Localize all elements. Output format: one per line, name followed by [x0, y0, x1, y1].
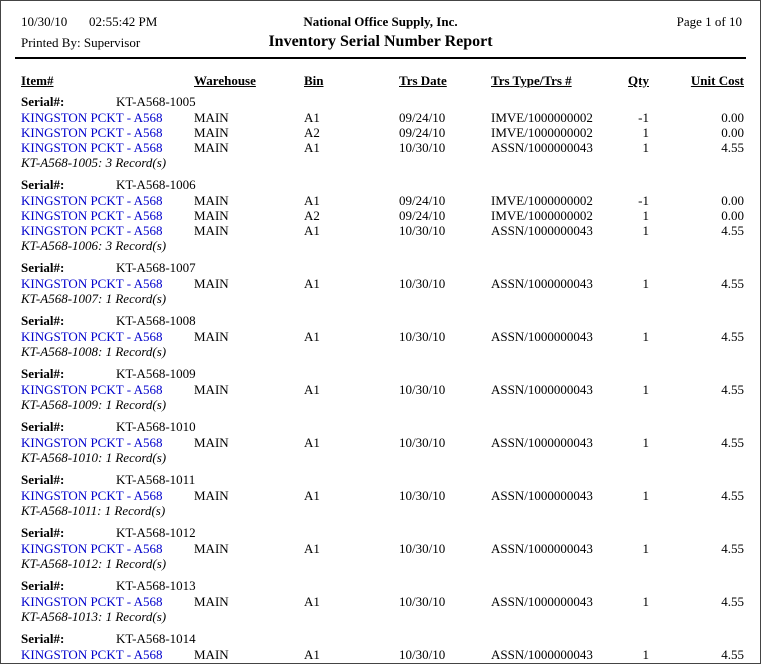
serial-group — [1, 578, 760, 624]
warehouse-cell: MAIN — [194, 594, 229, 609]
serial-label: Serial#: — [21, 525, 65, 540]
trs-date-cell: 10/30/10 — [399, 329, 446, 344]
trs-date-cell: 10/30/10 — [399, 276, 446, 291]
bin-cell: A1 — [304, 329, 320, 344]
bin-cell: A1 — [304, 382, 320, 397]
bin-cell: A2 — [304, 125, 320, 140]
bin-cell: A1 — [304, 488, 320, 503]
bin-cell: A1 — [304, 541, 320, 556]
trs-date-cell: 10/30/10 — [399, 541, 446, 556]
trs-date-cell: 10/30/10 — [399, 140, 446, 155]
trs-date-cell: 09/24/10 — [399, 193, 446, 208]
table-row — [1, 193, 760, 208]
trs-date-cell: 09/24/10 — [399, 125, 446, 140]
trs-type-cell: ASSN/1000000043 — [491, 223, 593, 238]
trs-date-cell: 10/30/10 — [399, 594, 446, 609]
serial-rows — [1, 329, 760, 344]
table-row — [1, 329, 760, 344]
group-record-count: KT-A568-1011: 1 Record(s) — [21, 503, 166, 518]
serial-rows — [1, 276, 760, 291]
trs-date-cell: 09/24/10 — [399, 110, 446, 125]
warehouse-cell: MAIN — [194, 488, 229, 503]
serial-rows — [1, 541, 760, 556]
serial-rows — [1, 110, 760, 155]
serial-header-row — [1, 177, 760, 193]
trs-type-cell: ASSN/1000000043 — [491, 541, 593, 556]
qty-cell: 1 — [642, 125, 649, 140]
table-row — [1, 223, 760, 238]
serial-label: Serial#: — [21, 472, 65, 487]
trs-date-cell: 10/30/10 — [399, 647, 446, 662]
bin-cell: A1 — [304, 435, 320, 450]
serial-header-row — [1, 419, 760, 435]
group-record-count: KT-A568-1013: 1 Record(s) — [21, 609, 167, 624]
item-link[interactable]: KINGSTON PCKT - A568 — [21, 382, 163, 397]
column-header-unit-cost: Unit Cost — [690, 73, 744, 88]
trs-type-cell: ASSN/1000000043 — [491, 140, 593, 155]
bin-cell: A2 — [304, 208, 320, 223]
warehouse-cell: MAIN — [194, 329, 229, 344]
serial-rows — [1, 193, 760, 238]
column-header-item: Item# — [21, 73, 54, 88]
serial-header-row — [1, 631, 760, 647]
serial-group — [1, 525, 760, 571]
report-title: Inventory Serial Number Report — [268, 33, 493, 50]
item-link[interactable]: KINGSTON PCKT - A568 — [21, 594, 163, 609]
warehouse-cell: MAIN — [194, 193, 229, 208]
serial-number: KT-A568-1014 — [116, 631, 196, 646]
qty-cell: 1 — [642, 223, 649, 238]
serial-label: Serial#: — [21, 366, 65, 381]
serial-group — [1, 366, 760, 412]
warehouse-cell: MAIN — [194, 110, 229, 125]
item-link[interactable]: KINGSTON PCKT - A568 — [21, 435, 163, 450]
trs-type-cell: ASSN/1000000043 — [491, 488, 593, 503]
unit-cost-cell: 4.55 — [721, 435, 744, 450]
qty-cell: 1 — [642, 541, 649, 556]
unit-cost-cell: 4.55 — [721, 594, 744, 609]
qty-cell: 1 — [642, 382, 649, 397]
table-row — [1, 435, 760, 450]
column-header-row — [1, 73, 760, 88]
qty-cell: 1 — [642, 329, 649, 344]
unit-cost-cell: 4.55 — [721, 140, 744, 155]
serial-rows — [1, 647, 760, 662]
serial-number: KT-A568-1009 — [116, 366, 196, 381]
warehouse-cell: MAIN — [194, 382, 229, 397]
trs-date-cell: 10/30/10 — [399, 435, 446, 450]
serial-label: Serial#: — [21, 177, 65, 192]
serial-label: Serial#: — [21, 578, 65, 593]
serial-group — [1, 94, 760, 170]
trs-type-cell: ASSN/1000000043 — [491, 382, 593, 397]
trs-type-cell: IMVE/1000000002 — [491, 193, 593, 208]
qty-cell: 1 — [642, 276, 649, 291]
column-header-trs-date: Trs Date — [399, 73, 447, 88]
item-link[interactable]: KINGSTON PCKT - A568 — [21, 193, 163, 208]
qty-cell: 1 — [642, 140, 649, 155]
column-header-bin: Bin — [304, 73, 324, 88]
table-row — [1, 647, 760, 662]
item-link[interactable]: KINGSTON PCKT - A568 — [21, 488, 163, 503]
item-link[interactable]: KINGSTON PCKT - A568 — [21, 125, 163, 140]
table-row — [1, 140, 760, 155]
item-link[interactable]: KINGSTON PCKT - A568 — [21, 541, 163, 556]
item-link[interactable]: KINGSTON PCKT - A568 — [21, 329, 163, 344]
serial-header-row — [1, 525, 760, 541]
unit-cost-cell: 4.55 — [721, 329, 744, 344]
warehouse-cell: MAIN — [194, 140, 229, 155]
serial-number: KT-A568-1011 — [116, 472, 196, 487]
column-header-trs-type: Trs Type/Trs # — [491, 73, 572, 88]
serial-rows — [1, 382, 760, 397]
serial-header-row — [1, 472, 760, 488]
unit-cost-cell: 4.55 — [721, 541, 744, 556]
company-name: National Office Supply, Inc. — [303, 14, 458, 29]
serial-number: KT-A568-1010 — [116, 419, 196, 434]
group-record-count: KT-A568-1010: 1 Record(s) — [21, 450, 167, 465]
header-divider — [15, 57, 746, 59]
serial-header-row — [1, 313, 760, 329]
warehouse-cell: MAIN — [194, 647, 229, 662]
unit-cost-cell: 0.00 — [721, 110, 744, 125]
item-link[interactable]: KINGSTON PCKT - A568 — [21, 208, 163, 223]
trs-type-cell: IMVE/1000000002 — [491, 110, 593, 125]
qty-cell: -1 — [638, 193, 649, 208]
item-link[interactable]: KINGSTON PCKT - A568 — [21, 647, 163, 662]
bin-cell: A1 — [304, 140, 320, 155]
qty-cell: 1 — [642, 208, 649, 223]
warehouse-cell: MAIN — [194, 208, 229, 223]
bin-cell: A1 — [304, 223, 320, 238]
serial-number: KT-A568-1006 — [116, 177, 196, 192]
serial-label: Serial#: — [21, 260, 65, 275]
item-link[interactable]: KINGSTON PCKT - A568 — [21, 110, 163, 125]
serial-header-row — [1, 94, 760, 110]
qty-cell: -1 — [638, 110, 649, 125]
warehouse-cell: MAIN — [194, 125, 229, 140]
serial-label: Serial#: — [21, 631, 65, 646]
serial-group — [1, 631, 760, 662]
column-header-qty: Qty — [628, 73, 649, 88]
trs-type-cell: IMVE/1000000002 — [491, 208, 593, 223]
serial-number: KT-A568-1012 — [116, 525, 196, 540]
bin-cell: A1 — [304, 110, 320, 125]
item-link[interactable]: KINGSTON PCKT - A568 — [21, 140, 163, 155]
serial-groups — [1, 94, 760, 662]
table-row — [1, 276, 760, 291]
serial-group — [1, 313, 760, 359]
bin-cell: A1 — [304, 193, 320, 208]
column-header-warehouse: Warehouse — [194, 73, 256, 88]
serial-group — [1, 472, 760, 518]
serial-header-row — [1, 366, 760, 382]
unit-cost-cell: 0.00 — [721, 193, 744, 208]
group-record-count: KT-A568-1012: 1 Record(s) — [21, 556, 167, 571]
serial-rows — [1, 594, 760, 609]
serial-rows — [1, 435, 760, 450]
trs-date-cell: 10/30/10 — [399, 382, 446, 397]
group-record-count: KT-A568-1007: 1 Record(s) — [21, 291, 167, 306]
printed-by: Printed By: Supervisor — [21, 35, 141, 50]
warehouse-cell: MAIN — [194, 435, 229, 450]
table-row — [1, 488, 760, 503]
unit-cost-cell: 4.55 — [721, 223, 744, 238]
item-link[interactable]: KINGSTON PCKT - A568 — [21, 276, 163, 291]
bin-cell: A1 — [304, 594, 320, 609]
trs-date-cell: 10/30/10 — [399, 488, 446, 503]
report-time: 02:55:42 PM — [89, 14, 158, 29]
trs-type-cell: ASSN/1000000043 — [491, 594, 593, 609]
serial-rows — [1, 488, 760, 503]
serial-number: KT-A568-1008 — [116, 313, 196, 328]
serial-label: Serial#: — [21, 419, 65, 434]
serial-group — [1, 177, 760, 253]
group-record-count: KT-A568-1006: 3 Record(s) — [21, 238, 167, 253]
bin-cell: A1 — [304, 647, 320, 662]
qty-cell: 1 — [642, 488, 649, 503]
serial-number: KT-A568-1013 — [116, 578, 196, 593]
table-row — [1, 594, 760, 609]
warehouse-cell: MAIN — [194, 541, 229, 556]
group-record-count: KT-A568-1005: 3 Record(s) — [21, 155, 167, 170]
trs-type-cell: ASSN/1000000043 — [491, 647, 593, 662]
trs-date-cell: 09/24/10 — [399, 208, 446, 223]
warehouse-cell: MAIN — [194, 223, 229, 238]
group-record-count: KT-A568-1009: 1 Record(s) — [21, 397, 167, 412]
report-date: 10/30/10 — [21, 14, 68, 29]
table-row — [1, 110, 760, 125]
unit-cost-cell: 4.55 — [721, 382, 744, 397]
serial-header-row — [1, 578, 760, 594]
table-row — [1, 541, 760, 556]
table-row — [1, 208, 760, 223]
trs-date-cell: 10/30/10 — [399, 223, 446, 238]
page-number: Page 1 of 10 — [676, 14, 742, 29]
serial-group — [1, 419, 760, 465]
serial-number: KT-A568-1005 — [116, 94, 196, 109]
unit-cost-cell: 4.55 — [721, 276, 744, 291]
group-record-count: KT-A568-1008: 1 Record(s) — [21, 344, 167, 359]
qty-cell: 1 — [642, 647, 649, 662]
warehouse-cell: MAIN — [194, 276, 229, 291]
serial-label: Serial#: — [21, 313, 65, 328]
unit-cost-cell: 4.55 — [721, 488, 744, 503]
trs-type-cell: ASSN/1000000043 — [491, 435, 593, 450]
serial-label: Serial#: — [21, 94, 65, 109]
table-row — [1, 125, 760, 140]
table-row — [1, 382, 760, 397]
serial-number: KT-A568-1007 — [116, 260, 196, 275]
trs-type-cell: ASSN/1000000043 — [491, 329, 593, 344]
qty-cell: 1 — [642, 594, 649, 609]
unit-cost-cell: 0.00 — [721, 208, 744, 223]
qty-cell: 1 — [642, 435, 649, 450]
item-link[interactable]: KINGSTON PCKT - A568 — [21, 223, 163, 238]
report-body — [1, 73, 760, 664]
unit-cost-cell: 4.55 — [721, 647, 744, 662]
bin-cell: A1 — [304, 276, 320, 291]
unit-cost-cell: 0.00 — [721, 125, 744, 140]
serial-header-row — [1, 260, 760, 276]
serial-group — [1, 260, 760, 306]
trs-type-cell: IMVE/1000000002 — [491, 125, 593, 140]
trs-type-cell: ASSN/1000000043 — [491, 276, 593, 291]
